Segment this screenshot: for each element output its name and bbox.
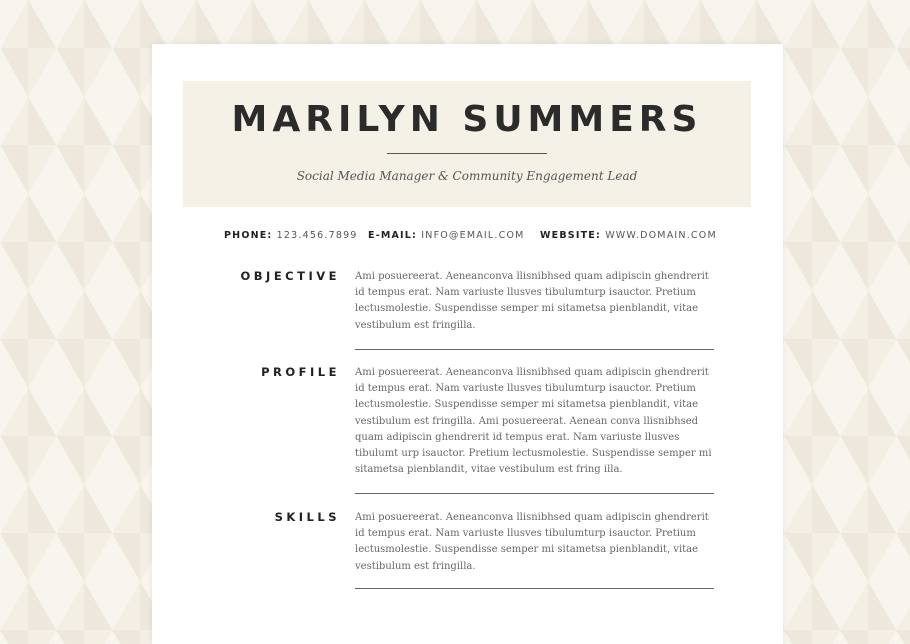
section-title-objective: OBJECTIVE	[240, 269, 340, 283]
phone-label: PHONE:	[224, 230, 273, 241]
section-text-profile: Ami posuereerat. Aeneanconva llisnibhsed quam adipiscin ghendrerit id tempus erat. Nam variuste llusves tibulumturp isauctor. Pretium lectusmolestie. Suspendisse semper mi sitametsa pienblandit, vitae vestibulum est fringilla. Ami posuereerat. Aenean conva llisnibhsed quam adipiscin ghendrerit id tempus erat. Nam variuste llusves tibulumt urp isauctor. Pretium lectusmolestie. Suspendisse semper mi sitametsa pienblandit, vitae vestibulum est fring illa.	[355, 367, 712, 476]
email-label: E-MAIL:	[368, 230, 418, 241]
section-text-objective: Ami posuereerat. Aeneanconva llisnibhsed quam adipiscin ghendrerit id tempus erat. Nam variuste llusves tibulumturp isauctor. Pretium lectusmolestie. Suspendisse semper mi sitametsa pienblandit, vitae vestibulum est fringilla.	[355, 271, 709, 331]
website-label: WEBSITE:	[540, 230, 601, 241]
section-title-skills: SKILLS	[274, 510, 340, 524]
section-divider	[355, 588, 714, 589]
contact-website	[540, 230, 717, 241]
name-header-band	[183, 81, 751, 207]
resume-page	[152, 44, 783, 644]
section-title-profile: PROFILE	[261, 365, 340, 379]
section-text-skills: Ami posuereerat. Aeneanconva llisnibhsed quam adipiscin ghendrerit id tempus erat. Nam variuste llusves tibulumturp isauctor. Pretium lectusmolestie. Suspendisse semper mi sitametsa pienblandit, vitae vestibulum est fringilla.	[355, 512, 709, 572]
phone-value: 123.456.7899	[276, 230, 358, 241]
section-divider	[355, 349, 714, 350]
name-divider	[387, 153, 547, 154]
job-title: Social Media Manager & Community Engagement Lead	[296, 169, 638, 183]
contact-phone	[224, 230, 358, 241]
section-divider	[355, 493, 714, 494]
contact-email	[368, 230, 525, 241]
website-value: WWW.DOMAIN.COM	[605, 230, 717, 241]
email-value: INFO@EMAIL.COM	[421, 230, 525, 241]
resume-name: MARILYN SUMMERS	[231, 99, 703, 140]
